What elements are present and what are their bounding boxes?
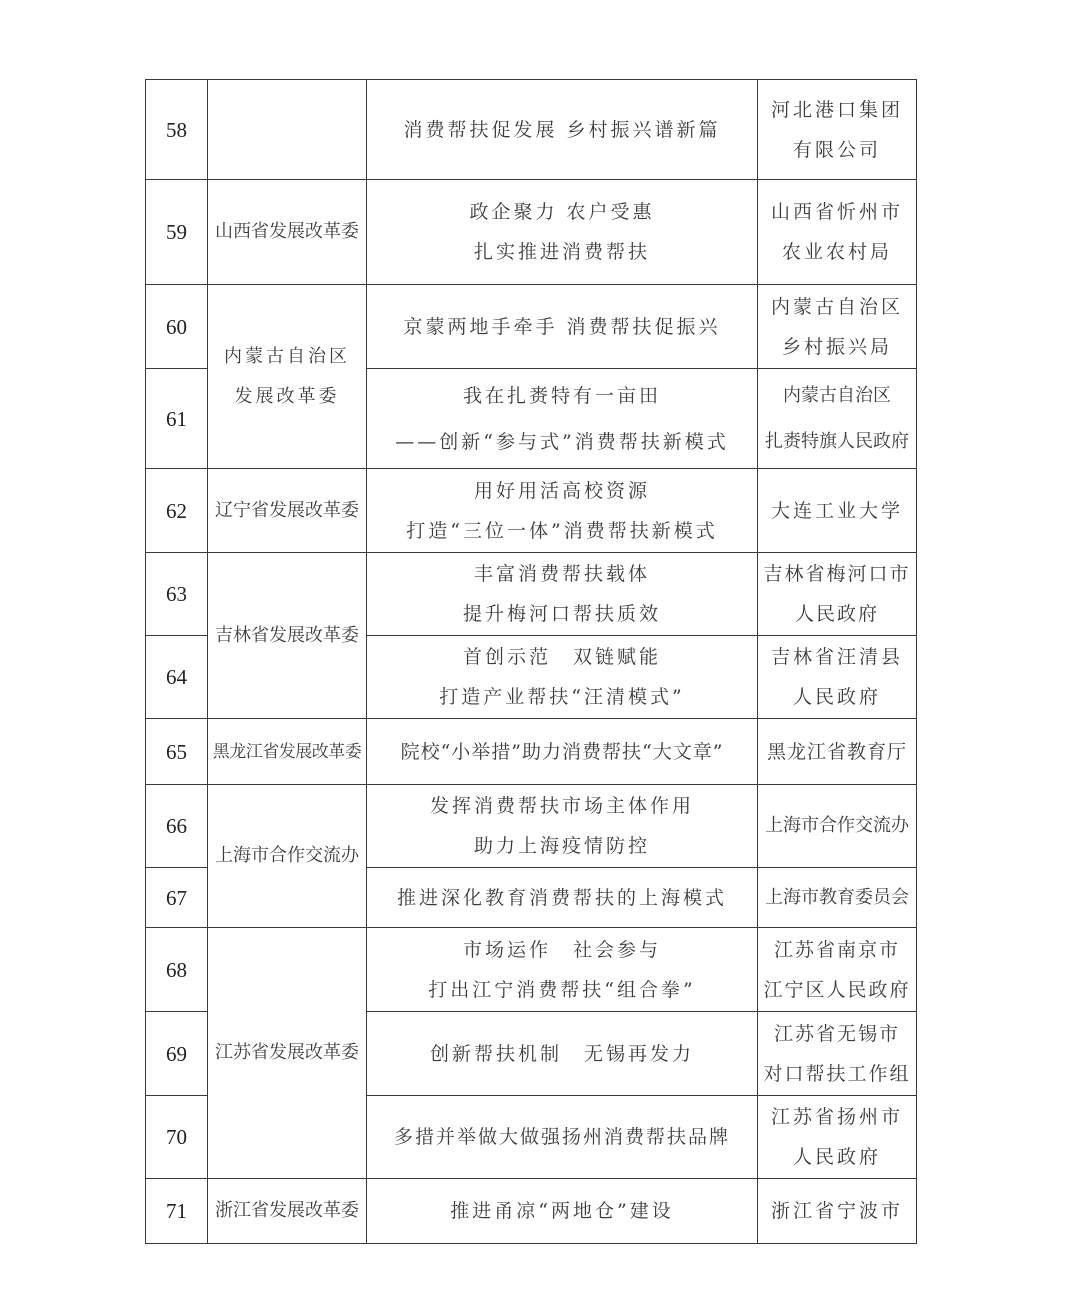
recommending-department: 山西省发展改革委 bbox=[208, 180, 367, 285]
implementing-organization: 内蒙古自治区 乡村振兴局 bbox=[758, 285, 917, 369]
recommending-department: 上海市合作交流办 bbox=[208, 785, 367, 928]
table-row bbox=[146, 469, 917, 553]
table-row bbox=[146, 285, 917, 369]
row-number: 64 bbox=[146, 636, 208, 719]
implementing-organization: 吉林省梅河口市 人民政府 bbox=[758, 553, 917, 636]
implementing-organization: 浙江省宁波市 bbox=[758, 1179, 917, 1244]
row-number: 61 bbox=[146, 369, 208, 469]
row-number: 70 bbox=[146, 1096, 208, 1179]
case-title: 创新帮扶机制 无锡再发力 bbox=[367, 1012, 758, 1096]
row-number: 69 bbox=[146, 1012, 208, 1096]
implementing-organization: 山西省忻州市 农业农村局 bbox=[758, 180, 917, 285]
row-number: 71 bbox=[146, 1179, 208, 1244]
implementing-organization: 大连工业大学 bbox=[758, 469, 917, 553]
implementing-organization: 吉林省汪清县 人民政府 bbox=[758, 636, 917, 719]
recommending-department: 黑龙江省发展改革委 bbox=[208, 719, 367, 785]
case-title: 消费帮扶促发展 乡村振兴谱新篇 bbox=[367, 80, 758, 180]
implementing-organization: 河北港口集团 有限公司 bbox=[758, 80, 917, 180]
row-number: 62 bbox=[146, 469, 208, 553]
case-title: 推进深化教育消费帮扶的上海模式 bbox=[367, 868, 758, 928]
case-title: 用好用活高校资源 打造“三位一体”消费帮扶新模式 bbox=[367, 469, 758, 553]
implementing-organization: 上海市教育委员会 bbox=[758, 868, 917, 928]
case-title: 市场运作 社会参与 打出江宁消费帮扶“组合拳” bbox=[367, 928, 758, 1012]
consumption-assistance-cases-table bbox=[145, 79, 917, 1244]
implementing-organization: 江苏省南京市 江宁区人民政府 bbox=[758, 928, 917, 1012]
row-number: 68 bbox=[146, 928, 208, 1012]
recommending-department: 吉林省发展改革委 bbox=[208, 553, 367, 719]
row-number: 59 bbox=[146, 180, 208, 285]
recommending-department: 辽宁省发展改革委 bbox=[208, 469, 367, 553]
table-row bbox=[146, 785, 917, 868]
table-row bbox=[146, 928, 917, 1012]
implementing-organization: 黑龙江省教育厅 bbox=[758, 719, 917, 785]
case-title: 京蒙两地手牵手 消费帮扶促振兴 bbox=[367, 285, 758, 369]
row-number: 63 bbox=[146, 553, 208, 636]
row-number: 66 bbox=[146, 785, 208, 868]
row-number: 65 bbox=[146, 719, 208, 785]
case-title: 丰富消费帮扶载体 提升梅河口帮扶质效 bbox=[367, 553, 758, 636]
row-number: 67 bbox=[146, 868, 208, 928]
case-title: 院校“小举措”助力消费帮扶“大文章” bbox=[367, 719, 758, 785]
table-row bbox=[146, 553, 917, 636]
table-row bbox=[146, 719, 917, 785]
recommending-department: 浙江省发展改革委 bbox=[208, 1179, 367, 1244]
row-number: 58 bbox=[146, 80, 208, 180]
implementing-organization: 内蒙古自治区 扎赉特旗人民政府 bbox=[758, 369, 917, 469]
recommending-department: 内蒙古自治区 发展改革委 bbox=[208, 285, 367, 469]
case-title: 我在扎赉特有一亩田 ——创新“参与式”消费帮扶新模式 bbox=[367, 369, 758, 469]
implementing-organization: 江苏省扬州市 人民政府 bbox=[758, 1096, 917, 1179]
case-title: 首创示范 双链赋能 打造产业帮扶“汪清模式” bbox=[367, 636, 758, 719]
recommending-department: 江苏省发展改革委 bbox=[208, 928, 367, 1179]
table-row bbox=[146, 80, 917, 180]
case-title: 多措并举做大做强扬州消费帮扶品牌 bbox=[367, 1096, 758, 1179]
case-title: 推进甬凉“两地仓”建设 bbox=[367, 1179, 758, 1244]
row-number: 60 bbox=[146, 285, 208, 369]
table-row bbox=[146, 1179, 917, 1244]
table-row bbox=[146, 180, 917, 285]
case-title: 政企聚力 农户受惠 扎实推进消费帮扶 bbox=[367, 180, 758, 285]
case-title: 发挥消费帮扶市场主体作用 助力上海疫情防控 bbox=[367, 785, 758, 868]
cases-table-container bbox=[145, 79, 916, 1243]
implementing-organization: 江苏省无锡市 对口帮扶工作组 bbox=[758, 1012, 917, 1096]
recommending-department bbox=[208, 80, 367, 180]
implementing-organization: 上海市合作交流办 bbox=[758, 785, 917, 868]
